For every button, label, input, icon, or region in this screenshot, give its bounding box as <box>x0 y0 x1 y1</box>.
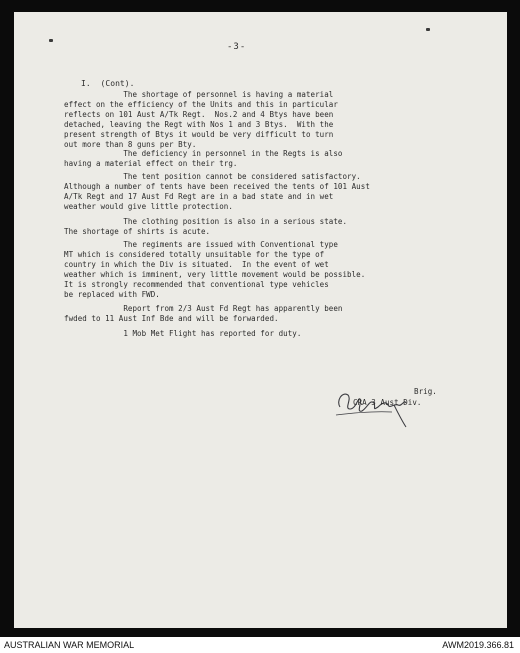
body-line: reflects on 101 Aust A/Tk Regt. Nos.2 and 4 Btys have been <box>64 110 334 119</box>
section-heading: I. (Cont). <box>81 79 135 88</box>
body-line: having a material effect on their trg. <box>64 159 238 168</box>
signature-rank: Brig. <box>414 387 437 396</box>
body-line: country in which the Div is situated. In the event of wet <box>64 260 329 269</box>
body-line: Although a number of tents have been received the tents of 101 Aust <box>64 182 370 191</box>
mark <box>426 28 430 31</box>
mark <box>49 39 53 42</box>
body-line: A/Tk Regt and 17 Aust Fd Regt are in a bad state and in wet <box>64 192 334 201</box>
body-line: be replaced with FWD. <box>64 290 160 299</box>
body-line: The tent position cannot be considered satisfactory. <box>64 172 361 181</box>
body-line: fwded to 11 Aust Inf Bde and will be forwarded. <box>64 314 279 323</box>
body-line: present strength of Btys it would be very difficult to turn <box>64 130 334 139</box>
body-line: The shortage of personnel is having a material <box>64 90 334 99</box>
document-page <box>14 12 507 628</box>
body-line: detached, leaving the Regt with Nos 1 and 3 Btys. With the <box>64 120 334 129</box>
body-line: It is strongly recommended that conventional type vehicles <box>64 280 329 289</box>
body-line: Report from 2/3 Aust Fd Regt has apparently been <box>64 304 343 313</box>
body-line: MT which is considered totally unsuitable for the type of <box>64 250 325 259</box>
footer-accession-number: AWM2019.366.81 <box>442 640 514 650</box>
body-line: weather would give little protection. <box>64 202 233 211</box>
body-line: 1 Mob Met Flight has reported for duty. <box>64 329 302 338</box>
body-line: The deficiency in personnel in the Regts is also <box>64 149 343 158</box>
page-number: -3- <box>227 42 247 52</box>
body-line: The clothing position is also in a serious state. <box>64 217 348 226</box>
body-line: out more than 8 guns per Bty. <box>64 140 197 149</box>
body-line: weather which is imminent, very little movement would be possible. <box>64 270 366 279</box>
footer-institution: AUSTRALIAN WAR MEMORIAL <box>4 640 135 650</box>
body-line: The shortage of shirts is acute. <box>64 227 211 236</box>
body-line: The regiments are issued with Conventional type <box>64 240 338 249</box>
body-line: effect on the efficiency of the Units and this in particular <box>64 100 338 109</box>
signature-appointment: CRA 3 Aust Div. <box>353 398 422 407</box>
